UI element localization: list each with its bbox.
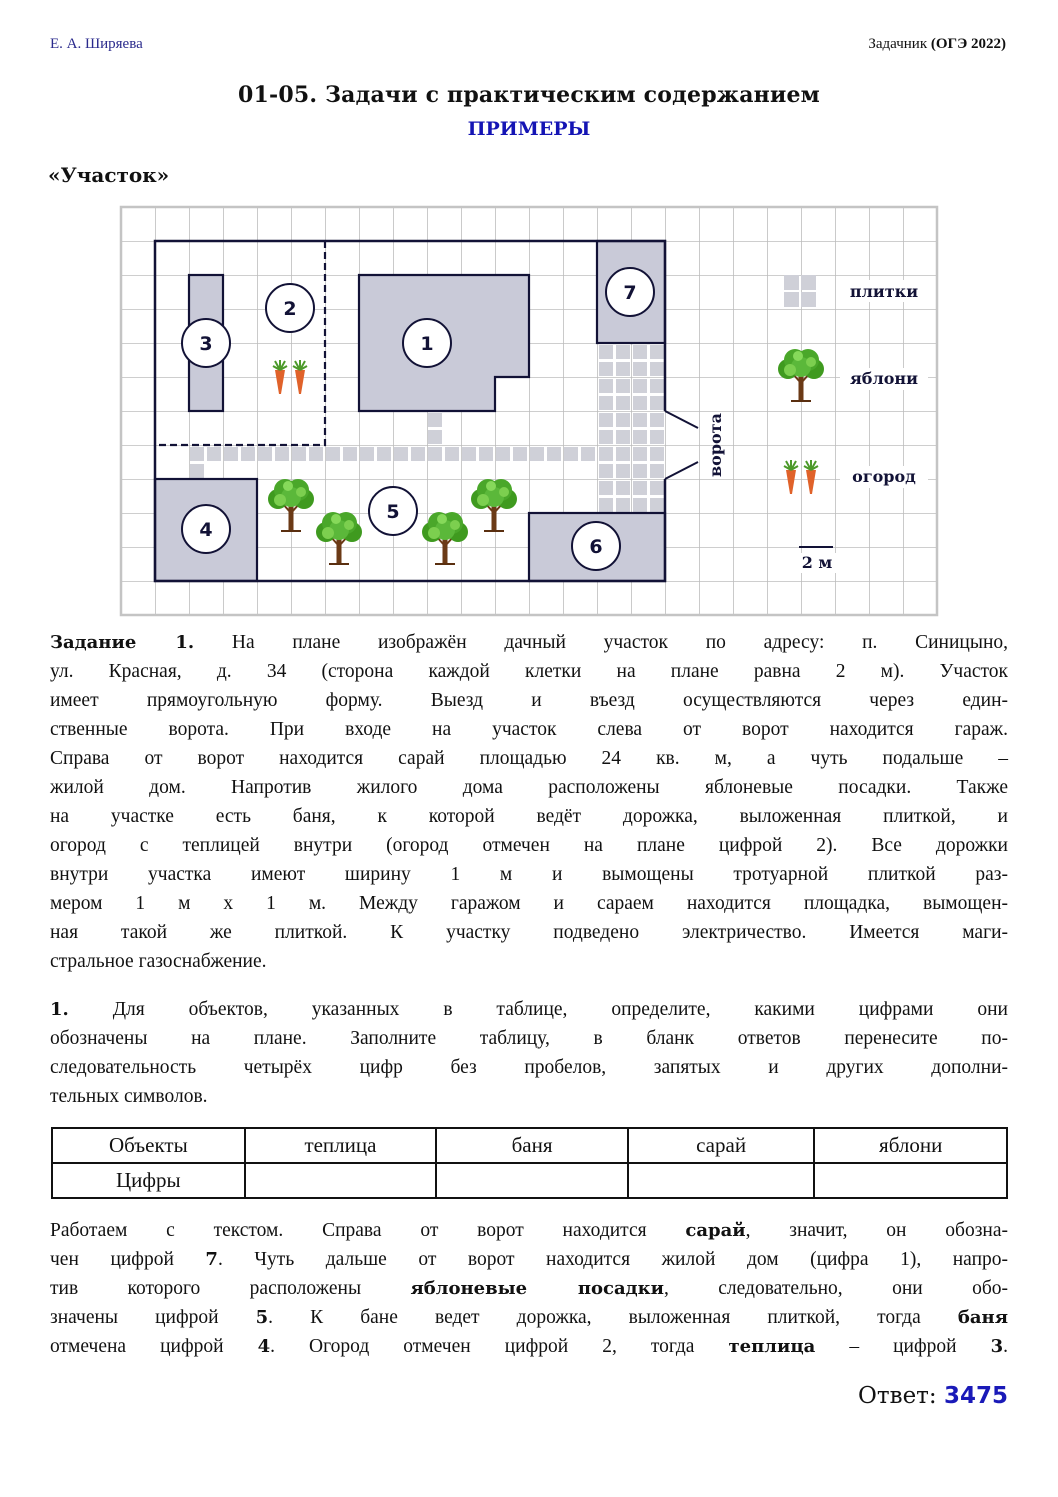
page-subtitle: ПРИМЕРЫ: [467, 118, 591, 140]
marker-3: [182, 319, 230, 367]
question-text: 1. Для объектов, указанных в таблице, определите, какими цифрами они обозначены на плане. Заполните таблицу, в бланк ответов перенесите по- следовательность четырёх цифр без пробелов, запятых и других дополни- тельных символов.: [50, 999, 1008, 1107]
svg-text:5: 5: [386, 501, 400, 523]
author-header: Е. А. Ширяева: [50, 36, 143, 52]
gate-label: ворота: [706, 413, 725, 477]
solution-text: Работаем с текстом. Справа от ворот находится сарай, значит, он обозна- чен цифрой 7. Чуть дальше от ворот находится жилой дом (цифра 1), напро- тив которого расположены яблоневые посадки, следовательно, они обо- значены цифрой 5. К бане ведет дорожка, выложенная плиткой, тогда баня отмечена цифрой 4. Огород отмечен цифрой 2, тогда теплица – цифрой 3.: [50, 1220, 1008, 1357]
table-cell-bath: баня: [436, 1128, 628, 1163]
svg-text:2: 2: [283, 298, 297, 320]
answer-label: Ответ:: [858, 1383, 944, 1409]
table-header-objects: Объекты: [52, 1128, 245, 1163]
task-lead: Задание 1.: [50, 632, 195, 653]
table-cell-shed: сарай: [628, 1128, 815, 1163]
digit-input-greenhouse[interactable]: [245, 1163, 437, 1198]
marker-4: [182, 505, 230, 553]
table-cell-apple-trees: яблони: [814, 1128, 1007, 1163]
table-row-objects: [52, 1128, 1007, 1163]
book-header-prefix: Задачник: [868, 36, 931, 52]
marker-7: [606, 268, 654, 316]
question-lead: 1.: [50, 999, 69, 1020]
answer-value: 3475: [943, 1383, 1008, 1409]
answer-line: [858, 1383, 1008, 1409]
page-title: 01-05. Задачи с практическим содержанием: [237, 82, 820, 108]
svg-text:6: 6: [589, 536, 603, 558]
table-header-digits: Цифры: [52, 1163, 245, 1198]
legend-apple-label: яблони: [849, 369, 919, 388]
svg-text:4: 4: [199, 519, 213, 541]
legend-tiles-label: плитки: [849, 282, 919, 301]
answer-table: [51, 1127, 1008, 1199]
table-cell-greenhouse: теплица: [245, 1128, 437, 1163]
svg-text:3: 3: [199, 333, 213, 355]
task-text: Задание 1. На плане изображён дачный участок по адресу: п. Синицыно, ул. Красная, д. 34 (сторона каждой клетки на плане равна 2 м). Участок имеет прямоугольную форму. Выезд и въезд осуществляются через един- ственные ворота. При входе на участок слева от ворот находится гараж. Справа от ворот находится сарай площадью 24 кв. м, а чуть подальше – жилой дом. Напротив жилого дома расположены яблоневые посадки. Также на участке есть баня, к которой ведёт дорожка, выложенная плиткой, и огород с теплицей внутри (огород отмечен на плане цифрой 2). Все дорожки внутри участка имеют ширину 1 м и вымощены тротуарной плиткой раз- мером 1 м х 1 м. Между гаражом и сараем находится площадка, вымощен- ная такой же плиткой. К участку подведено электричество. Имеется маги- стральное газоснабжение.: [50, 632, 1008, 972]
digit-input-shed[interactable]: [628, 1163, 815, 1198]
svg-text:1: 1: [420, 333, 434, 355]
marker-5: [369, 487, 417, 535]
marker-1: [403, 319, 451, 367]
book-header-exam: (ОГЭ 2022): [930, 36, 1006, 52]
svg-text:7: 7: [623, 282, 637, 304]
marker-2: [266, 284, 314, 332]
scale-label: 2 м: [801, 553, 833, 572]
section-title: «Участок»: [48, 163, 170, 187]
site-plan: [0, 0, 1058, 640]
table-row-digits: [52, 1163, 1007, 1198]
legend-garden-label: огород: [852, 467, 916, 486]
digit-input-apple-trees[interactable]: [814, 1163, 1007, 1198]
marker-6: [572, 522, 620, 570]
digit-input-bath[interactable]: [436, 1163, 628, 1198]
